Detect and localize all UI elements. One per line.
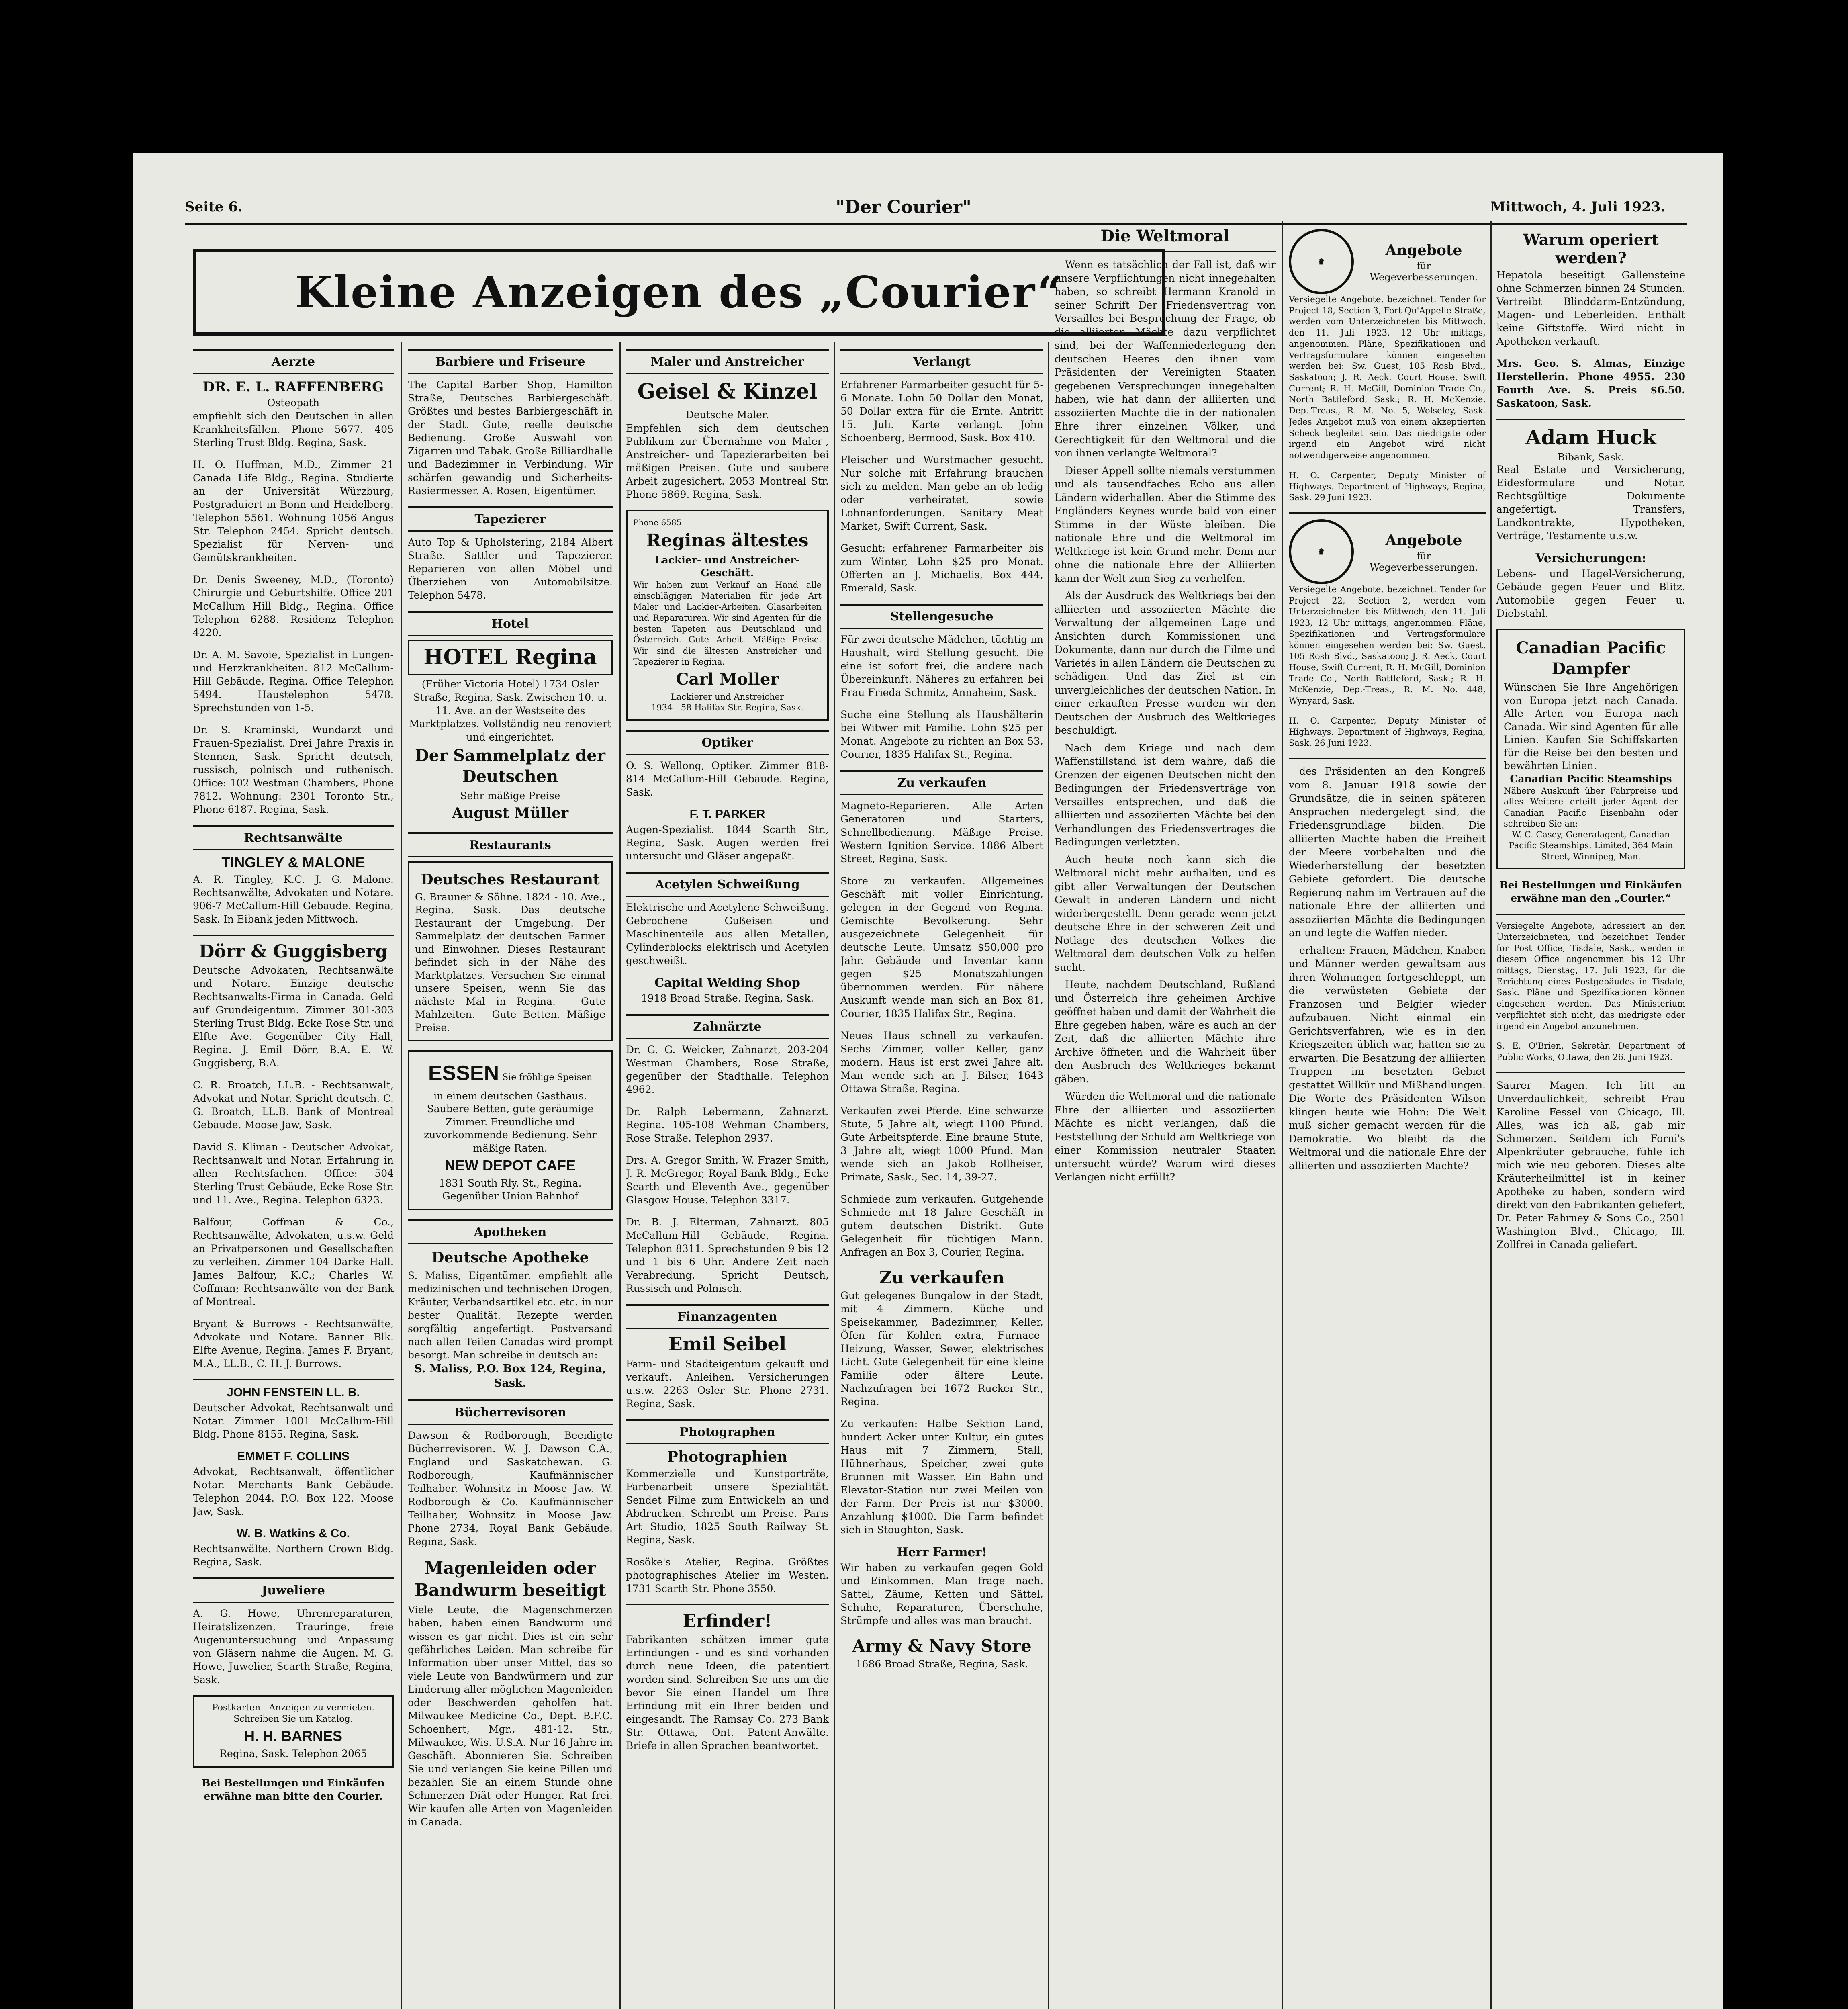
column-4 <box>840 342 1043 1680</box>
ad-title: TINGLEY & MALONE <box>221 854 365 871</box>
ad-title: Adam Huck <box>1525 426 1656 449</box>
column-divider <box>834 342 835 2009</box>
divider <box>626 1604 829 1605</box>
tender-text: Versiegelte Angebote, bezeichnet: Tender for Project 18, Section 3, Fort Qu'Appelle Straße, werden vom Unterzeichneten bis Mittwoch, den 11. Juli 1923, 12 Uhr mittags, angenommen. Pläne, Spezifikationen und Vertragsformulare können eingesehen werden bei: Sw. Guest, 105 Rosh Blvd., Saskatoon; J. R. Aeck, Court House, Swift Current; R. H. McGill, Dominion Trade Co., North Battleford, Sask.; R. H. McKenzie, Dep.-Treas., R. M. No. 5, Wolseley, Sask. Jedes Angebot muß von einem akzeptierten Scheck begleitet sein. Das niedrigste oder irgend ein Angebot wird nicht notwendigerweise angenommen. <box>1289 295 1486 460</box>
ad-geisel <box>626 378 829 501</box>
ad-sweeney: Dr. Denis Sweeney, M.D., (Toronto) Chirurgie und Geburtshilfe. Office 201 McCallum Hill Bldg., Regina. Office Telephon 6288. Residenz Telephon 4220. <box>193 573 394 638</box>
ad-lebermann: Dr. Ralph Lebermann, Zahnarzt. Regina. 105-108 Wehman Chambers, Rose Straße. Telephon 2937. <box>626 1105 829 1144</box>
ad-title: HOTEL Regina <box>408 640 613 675</box>
section-heading: Hotel <box>408 611 613 636</box>
ad-text: empfiehlt sich den Deutschen in allen Krankheitsfällen. Phone 5677. 405 Sterling Trust Bldg. Regina, Sask. <box>193 410 394 448</box>
ad-photo: Kommerzielle und Kunstporträte, Farbenarbeit unsere Spezialität. Sendet Filme zum Entwickeln an und Abdrucken. Schreibt um Preise. Paris Art Studio, 1825 South Railway St. Regina, Sask. <box>626 1467 829 1546</box>
ad-doerr: Deutsche Advokaten, Rechtsanwälte und Notare. Einzige deutsche Rechtsanwalts-Firma in Canada. Geld auf Grundeigentum. Zimmer 301-303 Sterling Trust Bldg. Ecke Rose Str. und Elfte Ave. Gegenüber City Hall, Regina. J. Emil Dörr, B.A. E. W. Guggisberg, B.A. <box>193 964 394 1069</box>
newspaper-name: "Der Courier" <box>836 197 971 217</box>
section-heading: Verlangt <box>840 349 1043 374</box>
ad-restaurant <box>408 861 613 1041</box>
ad-title: Warum operiert werden? <box>1523 231 1659 267</box>
divider <box>193 935 394 936</box>
ad-verlangt-1: Erfahrener Farmarbeiter gesucht für 5-6 Monate. Lohn 50 Dollar den Monat, 50 Dollar extra für die Ernte. Antritt 15. Juli. Karte verlangt. John Schoenberg, Bermood, Sask. Box 410. <box>840 379 1043 444</box>
ad-subtitle: Osteopath <box>267 397 320 409</box>
ad-verkauf-7: Zu verkaufen: Halbe Sektion Land, hundert Acker unter Kultur, ein gutes Haus mit 7 Zimmern, Stall, Hühnerhaus, Speicher, zwei gute Brunnen mit Wasser. Ein Bahn und Elevator-Station nur zwei Meilen von der Farm. Der Preis ist nur $3000. Anzahlung $1000. Die Farm befindet sich in Stoughton, Sask. <box>840 1418 1043 1536</box>
divider <box>1289 758 1486 759</box>
ad-elterman: Dr. B. J. Elterman, Zahnarzt. 805 McCallum-Hill Gebäude, Regina. Telephon 8311. Sprechstunden 9 bis 12 und 1 bis 6 Uhr. Andere Zeit nach Verabredung. Spricht Deutsch, Russisch und Polnisch. <box>626 1216 829 1294</box>
ad-sauer-magen: Saurer Magen. Ich litt an Unverdaulichkeit, schreibt Frau Karoline Fessel von Chicago, Ill. Alles, was ich aß, gab mir Schmerzen. Seitdem ich Forni's Alpenkräuter gebrauche, fühle ich mich wie neu geboren. Dieses alte Kräuterheilmittel ist in keiner Apotheke zu haben, sondern wird direkt von den Fabrikanten geliefert, Dr. Peter Fahrney & Sons Co., 2501 Washington Blvd., Chicago, Ill. Zollfrei in Canada geliefert. <box>1496 1079 1685 1250</box>
article-paragraph: des Präsidenten an den Kongreß vom 8. Januar 1918 sowie der Grundsätze, die in seinen späteren Ansprachen niedergelegt sind, die Friedensgrundlage bilden. Die alliierten Mächte haben die Freiheit der Meere vorbehalten und die Wiederherstellung der besetzten Gebiete gefordert. Die deutsche Regierung nahm im Vertrauen auf die nationale Ehre der alliierten und assoziierten Mächte die Bedingungen an und legte die Waffen nieder. <box>1289 765 1486 939</box>
ad-text: Empfehlen sich dem deutschen Publikum zur Übernahme von Maler-, Anstreicher- und Tapezierarbeiten bei mäßigen Preisen. Gute und saubere Arbeit zugesichert. 2053 Montreal Str. Phone 5869. Regina, Sask. <box>626 422 829 500</box>
section-heading: Maler und Anstreicher <box>626 349 829 374</box>
ad-kraminski: Dr. S. Kraminski, Wundarzt und Frauen-Spezialist. Drei Jahre Praxis in Stennen, Sask. Spricht deutsch, russisch, polnisch und ruthenisch. Office: 102 Westman Chambers, Phone 7812. Wohnung: 2301 Toronto Str., Phone 6187. Regina, Sask. <box>193 724 394 815</box>
ad-address: 1934 - 58 Halifax Str. Regina, Sask. <box>651 703 804 713</box>
ad-title: Canadian Pacific Dampfer <box>1516 638 1666 678</box>
column-2 <box>408 342 613 1837</box>
ad-title: ESSEN <box>428 1062 499 1085</box>
ad-text: in einem deutschen Gasthaus. Saubere Betten, gute geräumige Zimmer. Freundliche und zuvorkommende Bedienung. Sehr mäßige Raten. <box>424 1090 597 1154</box>
section-heading: Optiker <box>626 730 829 755</box>
ad-huck: Real Estate und Versicherung, Eidesformulare und Notar. Rechtsgültige Dokumente angefertigt. Transfers, Landkontrakte, Hypotheken, Verträge, Testamente u.s.w. <box>1496 464 1685 542</box>
ad-tingley: A. R. Tingley, K.C. J. G. Malone. Rechtsanwälte, Advokaten und Notare. 906-7 McCallum-Hill Gebäude. Regina, Sask. In Eibank jeden Mittwoch. <box>193 873 394 925</box>
ad-dawson: Dawson & Rodborough, Beeidigte Bücherrevisoren. W. J. Dawson C.A., England und Saskatchewan. G. Rodborough, Kaufmännischer Teilhaber. Wohnsitz in Moose Jaw. W. Rodborough & Co. Kaufmännischer Teilhaber, Wohnsitz in Moose Jaw. Phone 2734, Royal Bank Gebäude. Regina, Sask. <box>408 1429 613 1547</box>
ad-erfinder: Fabrikanten schätzen immer gute Erfindungen - und es sind vorhanden durch neue Ideen, die patentiert worden sind. Schreiben Sie uns um die bevor Sie einen Handel um Ihre Erfindung mit ein Ihrer beiden und eingesandt. The Ramsay Co. 273 Bank Str. Ottawa, Ont. Patent-Anwälte. Briefe in allen Sprachen beantwortet. <box>626 1633 829 1751</box>
ad-subtitle: Lackierer und Anstreicher <box>671 692 784 702</box>
section-heading: Apotheken <box>408 1219 613 1244</box>
ad-hotel <box>408 640 613 823</box>
ad-text: Postkarten - Anzeigen zu vermieten. Schreiben Sie um Katalog. <box>212 1702 375 1725</box>
ad-verkauf-5: Schmiede zum verkaufen. Gutgehende Schmiede mit 18 Jahre Geschäft in gutem deutschen Distrikt. Gute Gelegenheit für tüchtigen Mann. Anfragen an Box 3, Courier, Regina. <box>840 1193 1043 1258</box>
ad-title: Reginas ältestes <box>646 530 809 551</box>
column-divider <box>401 342 402 2009</box>
ad-text: Wünschen Sie Ihre Angehörigen von Europa jetzt nach Canada. Alle Arten von Europa nach Canada. Wir sind Agenten für alle Linien. Kaufen Sie Schiffskarten für die Reise bei den besten und bewährten Linien. <box>1504 681 1678 771</box>
section-heading: Photographen <box>626 1419 829 1444</box>
section-heading: Zahnärzte <box>626 1014 829 1039</box>
ad-text: Nähere Auskunft über Fahrpreise und alles Weitere erteilt jeder Agent der Canadian Pacific Eisenbahn oder schreiben Sie an: <box>1504 786 1678 829</box>
ad-title: JOHN FENSTEIN LL. B. <box>227 1385 360 1399</box>
ad-title: Deutsche Apotheke <box>431 1249 589 1266</box>
ad-title: Angebote <box>1385 242 1462 259</box>
footer-note: Bei Bestellungen und Einkäufen erwähne man bitte den Courier. <box>202 1777 385 1802</box>
ad-text: G. Brauner & Söhne. 1824 - 10. Ave., Regina, Sask. Das deutsche Restaurant der Umgebung. Der Sammelplatz der deutschen Farmer und Einwohner. Dieses Restaurant befindet sich in der Nähe des Marktplatzes. Versuchen Sie einmal unsere Speisen, wenn Sie das nächste Mal in Regina. - Gute Mahlzeiten. - Gute Betten. Mäßige Preise. <box>415 891 605 1033</box>
tender-header <box>1289 519 1486 584</box>
article-paragraph: Dieser Appell sollte niemals verstummen und als tausendfaches Echo aus allen Ländern widerhallen. Aber die Stimme des Engländers Keynes wurde bald von einer Stimme in der Wüste bleiben. Die nationale Ehre und die Weltmoral im Weltkriege ist kein Grund mehr. Denn nur ohne die nationale Ehre der Alliierten kann der Welt zum Sieg zu verhelfen. <box>1055 464 1276 584</box>
ad-address: S. Maliss, P.O. Box 124, Regina, Sask. <box>414 1363 606 1390</box>
article-paragraph: Würden die Weltmoral und die nationale Ehre der alliierten und assoziierten Mächte es nicht verlangen, daß die Feststellung der Schuld am Weltkriege von einer Kommission neutraler Staaten untersucht würde? Warum wird dieses Verlangen nicht erfüllt? <box>1055 1090 1276 1183</box>
ad-slogan: Der Sammelplatz der Deutschen <box>415 746 605 786</box>
ad-parker: Augen-Spezialist. 1844 Scarth Str., Regina, Sask. Augen werden frei untersucht und Gläser angepaßt. <box>626 823 829 862</box>
section-heading: Zu verkaufen <box>840 770 1043 795</box>
ad-kliman: David S. Kliman - Deutscher Advokat, Rechtsanwalt und Notar. Erfahrung in allen Rechtsfachen. Office: 504 Sterling Trust Gebäude, Ecke Rose Str. und 11. Ave., Regina. Telephon 6323. <box>193 1141 394 1206</box>
tender-text: Versiegelte Angebote, bezeichnet: Tender for Project 22, Section 2, werden vom Unterzeichneten bis Mittwoch, den 11. Juli 1923, 12 Uhr mittags, angenommen. Pläne, Spezifikationen und Vertragsformulare können eingesehen werden bei: Sw. Guest, 105 Rosh Blvd., Saskatoon; J. R. Aeck, Court House, Swift Current; R. H. McGill, Dominion Trade Co., North Battleford, Sask.; R. H. McKenzie, Dep.-Treas., R. M. No. 448, Wynyard, Sask. <box>1289 584 1486 706</box>
ad-title: F. T. PARKER <box>689 807 765 821</box>
ad-watkins: Rechtsanwälte. Northern Crown Bldg. Regina, Sask. <box>193 1543 394 1568</box>
section-heading: Acetylen Schweißung <box>626 872 829 897</box>
ad-title: Deutsches Restaurant <box>421 871 600 888</box>
ad-fenstein: Deutscher Advokat, Rechtsanwalt und Notar. Zimmer 1001 McCallum-Hill Bldg. Phone 8155. Regina, Sask. <box>193 1401 394 1440</box>
ad-savoie: Dr. A. M. Savoie, Spezialist in Lungen- und Herzkrankheiten. 812 McCallum-Hill Gebäude, Regina. Office Telephon 5494. Haustelephon 5478. Sprechstunden von 1-5. <box>193 649 394 714</box>
ad-rosoke: Rosöke's Atelier, Regina. Größtes photographisches Atelier im Westen. 1731 Scarth Str. Phone 3550. <box>626 1556 829 1594</box>
ad-verkauf-1: Magneto-Reparieren. Alle Arten Generatoren und Starters, Schnellbedienung. Mäßige Preise. Western Ignition Service. 1886 Albert Street, Regina, Sask. <box>840 800 1043 865</box>
ad-text: (Früher Victoria Hotel) 1734 Osler Straße, Regina, Sask. Zwischen 10. u. 11. Ave. an der Westseite des Marktplatzes. Vollständig neu renoviert und eingerichtet. <box>409 678 611 743</box>
ad-title: EMMET F. COLLINS <box>237 1449 350 1463</box>
section-heading: Barbiere und Friseure <box>408 349 613 374</box>
column-divider <box>619 342 621 2009</box>
column-3 <box>626 342 829 1761</box>
header-rule <box>185 223 1687 225</box>
ad-title: H. H. BARNES <box>244 1728 343 1745</box>
ad-barnes <box>193 1695 394 1768</box>
ad-aeltestes <box>626 510 829 721</box>
tender-post-office: Versiegelte Angebote, adressiert an den Unterzeichneten, und bezeichnet Tender for Post Office, Tisdale, Sask., werden in diesem Office angenommen bis 12 Uhr mittags, Dienstag, 17. Juli 1923, für die Errichtung eines Postgebäudes in Tisdale, Sask. Pläne und Spezifikationen können eingesehen werden. Das Ministerium verpflichtet sich nicht, das niedrigste oder irgend ein Angebot anzunehmen. <box>1496 921 1685 1031</box>
tender-sign: H. O. Carpenter, Deputy Minister of Highways. Department of Highways, Regina, Sask. 29 Juni 1923. <box>1289 470 1486 503</box>
ad-bryant: Bryant & Burrows - Rechtsanwälte, Advokate und Notare. Banner Blk. Elfte Avenue, Regina. James F. Bryant, M.A., LL.B., C. H. J. Burrows. <box>193 1318 394 1369</box>
section-heading: Finanzagenten <box>626 1304 829 1329</box>
divider <box>1496 1072 1685 1073</box>
section-heading: Juweliere <box>193 1577 394 1603</box>
ad-title: Geisel & Kinzel <box>637 379 818 404</box>
ad-weicker: Dr. G. G. Weicker, Zahnarzt, 203-204 Westman Chambers, Rose Straße, gegenüber der Stadthalle. Telephon 4962. <box>626 1043 829 1095</box>
section-heading: Stellengesuche <box>840 604 1043 629</box>
column-divider <box>1282 221 1283 2009</box>
ad-hepatola: Hepatola beseitigt Gallensteine ohne Schmerzen binnen 24 Stunden. Vertreibt Blinddarm-Entzündung, Magen- und Leberleiden. Enthält keine Giftstoffe. Wird nicht in Apotheken verkauft. <box>1496 269 1685 347</box>
ad-tapezierer: Auto Top & Upholstering, 2184 Albert Straße. Sattler und Tapezierer. Reparieren von allen Möbel und Überziehen von Automobilsitze. Telephon 5478. <box>408 536 613 601</box>
ad-howe: A. G. Howe, Uhrenreparaturen, Heiratslizenzen, Trauringe, freie Augenuntersuchung und Anpassung von Gläsern nahme die Augen. M. G. Howe, Juwelier, Scarth Straße, Regina, Sask. <box>193 1607 394 1686</box>
page-number: Seite 6. <box>185 199 243 215</box>
ad-title: Carl Moller <box>676 670 779 689</box>
ad-owner: August Müller <box>452 805 569 822</box>
article-paragraph: Auch heute noch kann sich die Weltmoral nicht mehr aufhalten, und es gibt aller Verwaltungen der Deutschen Gewalt in anderen Ländern und nicht widerbergestellt. Denn gerade wenn jetzt deutsche Ehre in der schweren Zeit und Notlage des deutschen Volkes die Weltmoral dem deutschen Volk zu helfen sucht. <box>1055 853 1276 973</box>
article-paragraph: Als der Ausdruck des Weltkriegs bei den alliierten und assoziierten Mächte die Verwaltung der allgemeinen Lage und Ansichten durch Kommissionen und Dokumente, dann nur durch die Filme und Varietés in allen Ländern die Deutschen zu schädigen. Und das Ziel ist ein unvergleichliches der deutschen Nation. In einer erkauften Presse wurden wir den Deutschen der Ausbruch des Weltkrieges beschuldigt. <box>1055 590 1276 736</box>
ad-subtitle: Lackier- und Anstreicher-Geschäft. <box>654 554 800 579</box>
section-heading: Rechtsanwälte <box>193 825 394 850</box>
ad-broatch: C. R. Broatch, LL.B. - Rechtsanwalt, Advokat und Notar. Spricht deutsch. C. G. Broatch, LL.B. Bank of Montreal Gebäude. Moose Jaw, Sask. <box>193 1079 394 1131</box>
section-heading: Bücherrevisoren <box>408 1399 613 1425</box>
issue-date: Mittwoch, 4. Juli 1923. <box>1490 199 1666 215</box>
ad-agent: W. C. Casey, Generalagent, Canadian Pacific Steamships, Limited, 364 Main Street, Winnipeg, Man. <box>1509 830 1673 861</box>
ad-wellong: O. S. Wellong, Optiker. Zimmer 818-814 McCallum-Hill Gebäude. Regina, Sask. <box>626 759 829 798</box>
article-paragraph: Wenn es tatsächlich der Fall ist, daß wir unsere Verpflichtungen nicht innegehalten haben, so schreibt Hermann Kranold in seiner Schrift Der Friedensvertrag von Versailles bei Besprechung der Frage, ob die alliierten Mächte dazu verpflichtet sind, bei der Waffenniederlegung den deutschen Heeres den ihnen vom Präsidenten der Vereinigten Staaten gegebenen Versprechungen innegehalten haben, wie hat dann der alliierten und assoziierten Mächte die in der nationalen Ehre ihrer einzelnen Völker, und Gerechtigkeit für den Weltmoral und die von ihnen verlangte Weltmoral? <box>1055 259 1276 459</box>
ad-stelle-1: Für zwei deutsche Mädchen, tüchtig im Haushalt, wird Stellung gesucht. Die eine ist sofort frei, die andere nach Übereinkunft. Näheres zu erfahren bei Frau Frieda Schmitz, Annaheim, Sask. <box>840 634 1043 698</box>
ad-text: Regina, Sask. Telephon 2065 <box>219 1747 367 1759</box>
ad-subtitle: Deutsche Maler. <box>685 409 769 421</box>
ad-verlangt-2: Fleischer und Wurstmacher gesucht. Nur solche mit Erfahrung brauchen sich zu melden. Man gebe an ob ledig oder verheiratet, sowie Lohnanforderungen. Sanitary Meat Market, Swift Current, Sask. <box>840 454 1043 532</box>
ad-subtitle: für Wegeverbesserungen. <box>1370 550 1478 573</box>
ad-depot-cafe <box>408 1050 613 1210</box>
ad-verlangt-3: Gesucht: erfahrener Farmarbeiter bis zum Winter, Lohn $25 pro Monat. Offerten an J. Michaelis, Box 444, Emerald, Sask. <box>840 542 1043 594</box>
ad-line: Canadian Pacific Steamships <box>1510 773 1672 785</box>
ad-title: Army & Navy Store <box>852 1636 1032 1656</box>
ad-title: NEW DEPOT CAFE <box>444 1157 576 1174</box>
article-weltmoral <box>1055 225 1276 2009</box>
ad-huffman: H. O. Huffman, M.D., Zimmer 21 Canada Life Bldg., Regina. Studierte an der Universität Würzburg, Postgraduiert in Bonn und Heidelberg. Telephon 5561. Wohnung 1056 Angus Str. Telephon 2454. Spricht deutsch. Spezialist für Nerven- und Gemütskrankheiten. <box>193 458 394 563</box>
ad-verkauf-2: Store zu verkaufen. Allgemeines Geschäft mit voller Einrichtung, gelegen in der Gegend von Regina. Gemischte Bevölkerung. Sehr ausgezeichnete Gelegenheit für deutsche Leute. Umsatz $50,000 pro Jahr. Gebäude und Inventar kann gegen $25 Monatszahlungen übernommen werden. Für nähere Auskunft wende man sich an Box 81, Courier, 1835 Halifax Str., Regina. <box>840 875 1043 1019</box>
divider <box>1055 251 1276 252</box>
ad-text: Viele Leute, die Magenschmerzen haben, haben einen Bandwurm und wissen es gar nicht. Dies ist ein sehr gefährliches Leiden. Man schreibe für Information über unser Mittel, das so viele Leute von Bandwürmern und zur Linderung aller möglichen Magenleiden oder Beschwerden geholfen hat. Milwaukee Medicine Co., Dept. B.F.C. Schoenhert, Mgr., 481-12. Str., Milwaukee, Wis. U.S.A. Nur 16 Jahre im Geschäft. Abonnieren Sie. Schreiben Sie und verlangen Sie keine Pillen und bezahlen Sie an einem Stunde ohne Schmerzen Diät oder Hunger. Rat frei. Wir kaufen alle Arten von Magenleiden in Canada. <box>408 1604 613 1828</box>
ad-hepatola-sign: Mrs. Geo. S. Almas, Einzige Herstellerin. Phone 4955. 230 Fourth Ave. S. Preis $6.50. Saskatoon, Sask. <box>1496 358 1685 409</box>
ad-verkauf-4: Verkaufen zwei Pferde. Eine schwarze Stute, 5 Jahre alt, wiegt 1100 Pfund. Gute Arbeitspferde. Eine braune Stute, 3 Jahre alt, wiegt 1000 Pfund. Man wende sich an Jakob Rollheiser, Primate, Sask., Sec. 14, 39-27. <box>840 1105 1043 1183</box>
ad-text: Sie fröhlige Speisen <box>502 1072 593 1083</box>
ad-welding: 1918 Broad Straße. Regina, Sask. <box>641 992 814 1004</box>
footer-note: Bei Bestellungen und Einkäufen erwähne man den „Courier.“ <box>1499 879 1682 904</box>
ad-magen <box>408 1557 613 1829</box>
ad-title: Herr Farmer! <box>897 1545 987 1559</box>
ad-verkauf-3: Neues Haus schnell zu verkaufen. Sechs Zimmer, voller Keller, ganz modern. Haus ist erst zwei Jahre alt. Man wende sich an J. Bilser, 1643 Ottawa Straße, Regina. <box>840 1030 1043 1095</box>
ad-title: Erfinder! <box>683 1610 772 1631</box>
column-divider <box>1048 342 1049 2009</box>
article-paragraph: Heute, nachdem Deutschland, Rußland und Österreich ihre geheimen Archive geöffnet haben und damit der Wahrheit die Ehre gegeben haben, wäre es auch an der Zeit, daß die alliierten Mächte ihre Archive öffneten und die Wahrheit über den Ausbruch des Weltkrieges bekannt gäben. <box>1055 979 1276 1085</box>
article-paragraph: Nach dem Kriege und nach dem Waffenstillstand ist dem wahre, daß die Grenzen der eigenen Deutschen nicht den Bedingungen der Friedensverträge von Versailles entsprechen, und daß die alliierten und assoziierten Mächte bei den Verhandlungen des Friedensvertrages die Bedingungen verletzten. <box>1055 742 1276 848</box>
ad-seibel: Farm- und Stadteigentum gekauft und verkauft. Anleihen. Versicherungen u.s.w. 2263 Osler Str. Phone 2731. Regina, Sask. <box>626 1358 829 1410</box>
section-heading: Restaurants <box>408 832 613 857</box>
divider <box>1289 512 1486 514</box>
ad-title: Dörr & Guggisberg <box>199 941 388 962</box>
ad-apotheke <box>408 1248 613 1391</box>
ad-text: 1831 South Rly. St., Regina. Gegenüber Union Bahnhof <box>439 1177 582 1202</box>
ad-title: Magenleiden oder Bandwurm beseitigt <box>414 1558 606 1600</box>
ad-subtitle: Bibank, Sask. <box>1558 452 1624 463</box>
divider <box>1496 419 1685 420</box>
newspaper-page <box>133 153 1723 2009</box>
ad-canadian-pacific <box>1496 629 1685 869</box>
ad-acetylen: Elektrische und Acetylene Schweißung. Gebrochene Gußeisen und Maschinenteile aus allen Metallen, Cylinderblocks elektrisch und Acetylen geschweißt. <box>626 901 829 966</box>
ad-huck-insurance: Lebens- und Hagel-Versicherung, Gebäude gegen Feuer und Blitz. Automobile gegen Feuer u. Diebstahl. <box>1496 568 1685 619</box>
ad-title: Zu verkaufen <box>879 1268 1005 1287</box>
tender-sign: H. O. Carpenter, Deputy Minister of Highways. Department of Highways, Regina, Sask. 26 Juni 1923. <box>1289 716 1486 748</box>
column-7 <box>1496 229 1685 2009</box>
ad-raffenberg <box>193 378 394 449</box>
tender-header <box>1289 229 1486 294</box>
ad-title: Angebote <box>1385 532 1462 549</box>
section-heading: Aerzte <box>193 349 394 374</box>
ad-text: S. Maliss, Eigentümer. empfiehlt alle medizinischen und technischen Drogen, Kräuter, Verbandsartikel etc. etc. in nur bester Qualität. Rezepte werden sorgfältig angefertigt. Postversand nach allen Teilen Canadas wird prompt besorgt. Man schreibe in deutsch an: <box>408 1270 613 1361</box>
ad-title: Capital Welding Shop <box>654 976 800 990</box>
ad-stelle-2: Suche eine Stellung als Haushälterin bei Witwer mit Familie. Lohn $25 per Monat. Angebote zu richten an Box 53, Courier, 1835 Halifax St., Regina. <box>840 709 1043 760</box>
article-paragraph: erhalten: Frauen, Mädchen, Knaben und Männer werden gewaltsam aus ihren Wohnungen fortgeschleppt, um die verwüsteten Gebiete der Franzosen und Belgier wieder aufzubauen. Nicht einmal ein Gerichtsverfahren, wie es in den Kriegszeiten üblich war, hatten sie zu erwarten. Die Besatzung der alliierten Truppen im besetzten Gebiet gestattet Willkür und Mißhandlungen. Die Worte des Präsidenten Wilson klingen heute wie Hohn: Die Welt muß sicher gemacht werden für die Demokratie. Wo bleibt da die Weltmoral und die nationale Ehre der alliierten und assoziierten Mächte? <box>1289 944 1486 1172</box>
ad-phone: Phone 6585 <box>633 517 682 527</box>
ad-text: Sehr mäßige Preise <box>460 790 560 802</box>
ad-farmer: Wir haben zu verkaufen gegen Gold und Einkommen. Man frage nach. Sattel, Zäume, Ketten und Sättel, Schuhe, Reparaturen, Überschuhe, Strümpfe und alles was man braucht. <box>840 1562 1043 1626</box>
ad-title: Emil Seibel <box>668 1333 787 1355</box>
province-seal-icon: ♛ <box>1289 519 1354 584</box>
ad-title: DR. E. L. RAFFENBERG <box>202 379 384 395</box>
divider <box>1496 914 1685 915</box>
ad-smith: Drs. A. Gregor Smith, W. Frazer Smith, J. R. McGregor, Royal Bank Bldg., Ecke Scarth und Eleventh Ave., gegenüber Glasgow House. Telephon 3317. <box>626 1154 829 1206</box>
ad-army: 1686 Broad Straße, Regina, Sask. <box>855 1658 1028 1670</box>
ad-balfour: Balfour, Coffman & Co., Rechtsanwälte, Advokaten, u.s.w. Geld an Privatpersonen und Gesellschaften zu verleihen. Zimmer 104 Darke Hall. James Balfour, K.C.; Charles W. Coffman; Rechtsanwälte von der Bank of Montreal. <box>193 1216 394 1307</box>
ad-collins: Advokat, Rechtsanwalt, öffentlicher Notar. Merchants Bank Gebäude. Telephon 2044. P.O. Box 122. Moose Jaw, Sask. <box>193 1465 394 1517</box>
ad-subtitle: Versicherungen: <box>1535 551 1646 565</box>
ad-text: Wir haben zum Verkauf an Hand alle einschlägigen Materialien für jede Art Maler und Lackier-Arbeiten. Glasarbeiten und Reparaturen. Wir sind Agenten für die besten Tapeten aus Deutschland und Österreich. Gute Arbeit. Mäßige Preise. Wir sind die ältesten Anstreicher und Tapezierer in Regina. <box>633 580 822 667</box>
ad-barber: The Capital Barber Shop, Hamilton Straße, Deutsches Barbiergeschäft. Größtes und bestes Barbiergeschäft in der Stadt. Gute, reelle deutsche Bedienung. Große Auswahl von Zigarren und Tabak. Große Billiardhalle und Badezimmer in Verbindung. Wir schärfen gewandig und Sicherheits-Rasiermesser. A. Rosen, Eigentümer. <box>408 379 613 497</box>
divider <box>193 1379 394 1380</box>
ad-title: Photographien <box>667 1448 788 1465</box>
classifieds-banner: Kleine Anzeigen des „Courier“ <box>193 249 1165 336</box>
ad-title: W. B. Watkins & Co. <box>236 1526 350 1540</box>
section-heading: Tapezierer <box>408 506 613 532</box>
column-divider <box>1490 221 1492 2009</box>
tender-sign: S. E. O'Brien, Sekretär. Department of Public Works, Ottawa, den 26. Juni 1923. <box>1496 1041 1685 1062</box>
article-title: Die Weltmoral <box>1100 227 1230 245</box>
ad-verkauf-6: Gut gelegenes Bungalow in der Stadt, mit 4 Zimmern, Küche und Speisekammer, Badezimmer, Keller, Öfen für Kohlen extra, Furnace-Heizung, Wasser, Sewer, elektrisches Licht. Gute Gelegenheit für eine kleine Familie oder ältere Leute. Nachzufragen bei 1672 Rucker Str., Regina. <box>840 1290 1043 1408</box>
column-6 <box>1289 229 1486 2009</box>
ad-subtitle: für Wegeverbesserungen. <box>1370 260 1478 283</box>
column-1 <box>193 342 394 1812</box>
province-seal-icon: ♛ <box>1289 229 1354 294</box>
